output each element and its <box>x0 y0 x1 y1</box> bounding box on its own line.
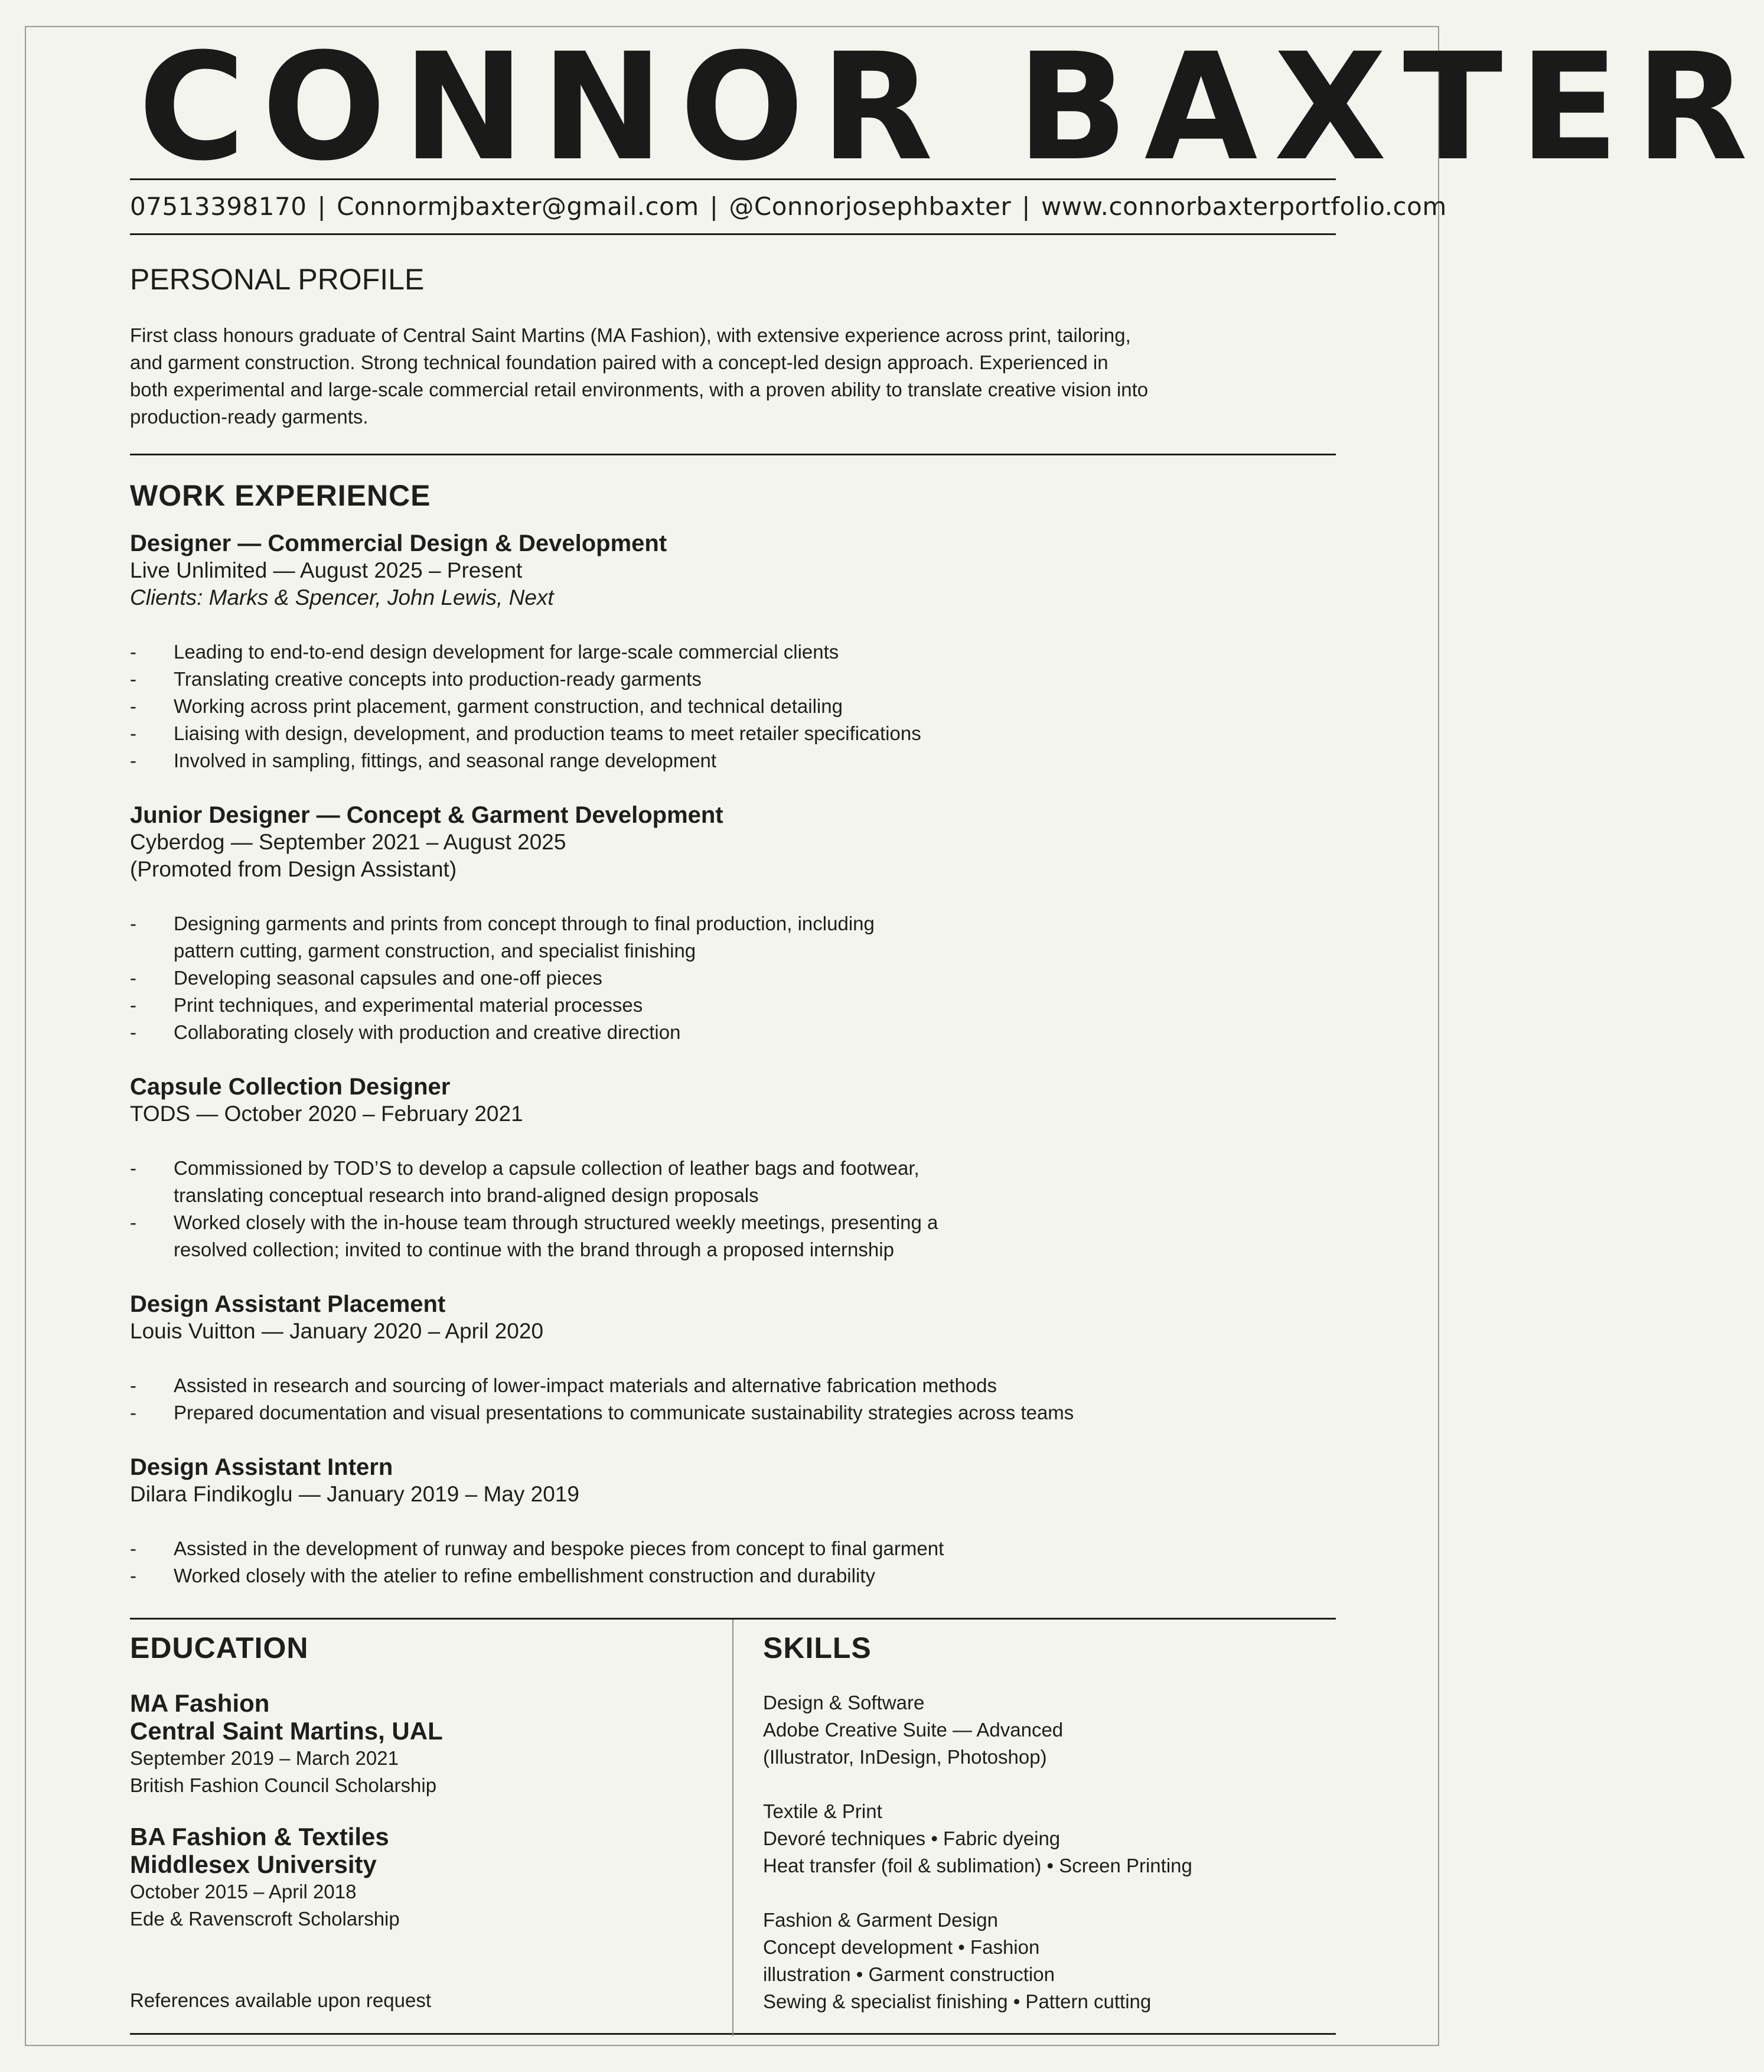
bullet-dash: - <box>130 1211 136 1233</box>
bullet-item <box>130 666 1336 693</box>
bullet-dash: - <box>130 994 136 1016</box>
job-title: Design Assistant Placement <box>130 1291 446 1317</box>
job-company-dates: Dilara Findikoglu — January 2019 – May 2019 <box>130 1482 579 1506</box>
education-heading: EDUCATION <box>130 1631 309 1664</box>
references-note: References available upon request <box>130 1989 432 2011</box>
bullet-dash: - <box>130 641 136 663</box>
job-entry <box>130 1291 1336 1426</box>
contact-separator: | <box>317 192 327 221</box>
job-note: (Promoted from Design Assistant) <box>130 857 457 881</box>
portfolio-website: www.connorbaxterportfolio.com <box>1041 192 1447 221</box>
job-company-dates: TODS — October 2020 – February 2021 <box>130 1102 523 1126</box>
resume-content <box>130 21 1764 2035</box>
job-company-dates: Louis Vuitton — January 2020 – April 2020 <box>130 1319 544 1343</box>
skill-line: Adobe Creative Suite — Advanced <box>763 1719 1064 1741</box>
skills-heading: SKILLS <box>763 1631 872 1664</box>
bullet-text: Worked closely with the atelier to refine embellishment construction and durability <box>174 1565 875 1586</box>
email-address: Connormjbaxter@gmail.com <box>337 192 699 221</box>
education-dates: October 2015 – April 2018 <box>130 1881 357 1902</box>
profile-text <box>130 322 1205 431</box>
column-divider <box>732 1620 733 2036</box>
skill-line: Devoré techniques • Fabric dyeing <box>763 1827 1061 1849</box>
education-entry <box>130 1823 726 1933</box>
contact-separator: | <box>709 192 719 221</box>
bullet-text: Print techniques, and experimental material processes <box>174 994 643 1016</box>
bullet-dash: - <box>130 1402 136 1423</box>
job-entry <box>130 1454 1336 1589</box>
skill-group-title: Fashion & Garment Design <box>763 1909 999 1931</box>
skill-group-title: Design & Software <box>763 1692 925 1713</box>
job-company-dates: Cyberdog — September 2021 – August 2025 <box>130 830 566 854</box>
bullet-item <box>130 992 1336 1019</box>
bullet-item <box>130 747 1336 774</box>
education-entry <box>130 1689 726 1799</box>
bullet-item <box>130 693 1336 720</box>
degree-name: BA Fashion & Textiles <box>130 1823 389 1851</box>
education-award: British Fashion Council Scholarship <box>130 1774 437 1796</box>
skill-line: illustration • Garment construction <box>763 1963 1055 1985</box>
bullet-text: Assisted in the development of runway and bespoke pieces from concept to final garment <box>174 1537 944 1559</box>
skill-group-title: Textile & Print <box>763 1800 882 1822</box>
school-name: Central Saint Martins, UAL <box>130 1717 443 1745</box>
profile-line: both experimental and large-scale commercial retail environments, with a proven ability to translate creative vision into <box>130 379 1149 400</box>
bullet-text: Developing seasonal capsules and one-off pieces <box>174 967 602 989</box>
bullet-item <box>130 1019 1336 1046</box>
bullet-text: Leading to end-to-end design development for large-scale commercial clients <box>174 641 839 663</box>
bullet-item <box>130 1399 1336 1426</box>
bullet-dash: - <box>130 913 136 934</box>
contact-separator: | <box>1022 192 1031 221</box>
bullet-text-continued: resolved collection; invited to continue with the brand through a proposed internship <box>174 1239 894 1260</box>
bullet-item <box>130 1372 1336 1399</box>
bullet-dash: - <box>130 1157 136 1179</box>
bullet-dash: - <box>130 1537 136 1559</box>
bullet-dash: - <box>130 1565 136 1586</box>
bullet-item <box>130 1155 1336 1209</box>
bullet-item <box>130 910 1336 965</box>
skill-group <box>763 1689 1336 1771</box>
job-clients: Clients: Marks & Spencer, John Lewis, Next <box>130 585 554 610</box>
bullet-item <box>130 638 1336 666</box>
bullet-text: Prepared documentation and visual presentations to communicate sustainability strategies across teams <box>174 1402 1074 1423</box>
phone-number: 07513398170 <box>130 192 307 221</box>
job-bullets <box>130 1535 1336 1589</box>
bullet-text: Commissioned by TOD’S to develop a capsule collection of leather bags and footwear, <box>174 1157 920 1179</box>
skill-line: Concept development • Fashion <box>763 1936 1040 1958</box>
profile-line: production-ready garments. <box>130 406 369 428</box>
profile-heading: PERSONAL PROFILE <box>130 263 425 296</box>
bullet-text: Collaborating closely with production and creative direction <box>174 1021 681 1043</box>
school-name: Middlesex University <box>130 1851 377 1878</box>
skill-line: (Illustrator, InDesign, Photoshop) <box>763 1746 1047 1768</box>
job-bullets <box>130 638 1336 774</box>
education-skills-section <box>130 1620 1336 2015</box>
bullet-text: Assisted in research and sourcing of lower-impact materials and alternative fabrication methods <box>174 1374 997 1396</box>
skill-group <box>763 1907 1336 2015</box>
job-company-dates: Live Unlimited — August 2025 – Present <box>130 558 523 582</box>
job-bullets <box>130 1155 1336 1263</box>
bullet-item <box>130 1209 1336 1263</box>
bullet-dash: - <box>130 1374 136 1396</box>
bullet-item <box>130 720 1336 747</box>
skills-column <box>726 1620 1336 2015</box>
job-entry <box>130 802 1336 1046</box>
education-column <box>130 1620 726 2015</box>
education-award: Ede & Ravenscroft Scholarship <box>130 1908 400 1930</box>
bullet-item <box>130 1535 1336 1562</box>
bullet-text: Translating creative concepts into production-ready garments <box>174 668 702 690</box>
bullet-text: Liaising with design, development, and production teams to meet retailer specifications <box>174 722 921 744</box>
job-title: Capsule Collection Designer <box>130 1074 451 1100</box>
bullet-dash: - <box>130 695 136 717</box>
bullet-text: Worked closely with the in-house team through structured weekly meetings, presenting a <box>174 1211 938 1233</box>
job-bullets <box>130 1372 1336 1426</box>
bullet-dash: - <box>130 1021 136 1043</box>
bullet-item <box>130 965 1336 992</box>
job-title: Designer — Commercial Design & Development <box>130 530 667 556</box>
skill-line: Sewing & specialist finishing • Pattern cutting <box>763 1990 1152 2012</box>
profile-line: and garment construction. Strong technical foundation paired with a concept-led design approach. Experienced in <box>130 351 1108 373</box>
skill-group <box>763 1798 1336 1879</box>
bullet-text-continued: pattern cutting, garment construction, and specialist finishing <box>174 940 696 962</box>
bullet-text: Designing garments and prints from concept through to final production, including <box>174 913 875 934</box>
job-entry <box>130 530 1336 774</box>
job-bullets <box>130 910 1336 1046</box>
profile-line: First class honours graduate of Central Saint Martins (MA Fashion), with extensive experience across print, tailoring, <box>130 324 1131 346</box>
job-entry <box>130 1073 1336 1263</box>
bullet-text-continued: translating conceptual research into brand-aligned design proposals <box>174 1184 759 1206</box>
bullet-dash: - <box>130 668 136 690</box>
bullet-text: Working across print placement, garment construction, and technical detailing <box>174 695 843 717</box>
skill-line: Heat transfer (foil & sublimation) • Screen Printing <box>763 1855 1192 1876</box>
candidate-name: CONNOR BAXTER <box>138 21 1764 193</box>
job-title: Junior Designer — Concept & Garment Development <box>130 802 723 828</box>
bullet-text: Involved in sampling, fittings, and seasonal range development <box>174 750 717 771</box>
bullet-dash: - <box>130 722 136 744</box>
bullet-item <box>130 1562 1336 1589</box>
bullet-dash: - <box>130 750 136 771</box>
job-title: Design Assistant Intern <box>130 1454 393 1480</box>
experience-heading: WORK EXPERIENCE <box>130 479 431 512</box>
education-dates: September 2019 – March 2021 <box>130 1747 399 1769</box>
social-handle: @Connorjosephbaxter <box>729 192 1012 221</box>
degree-name: MA Fashion <box>130 1689 270 1717</box>
bullet-dash: - <box>130 967 136 989</box>
